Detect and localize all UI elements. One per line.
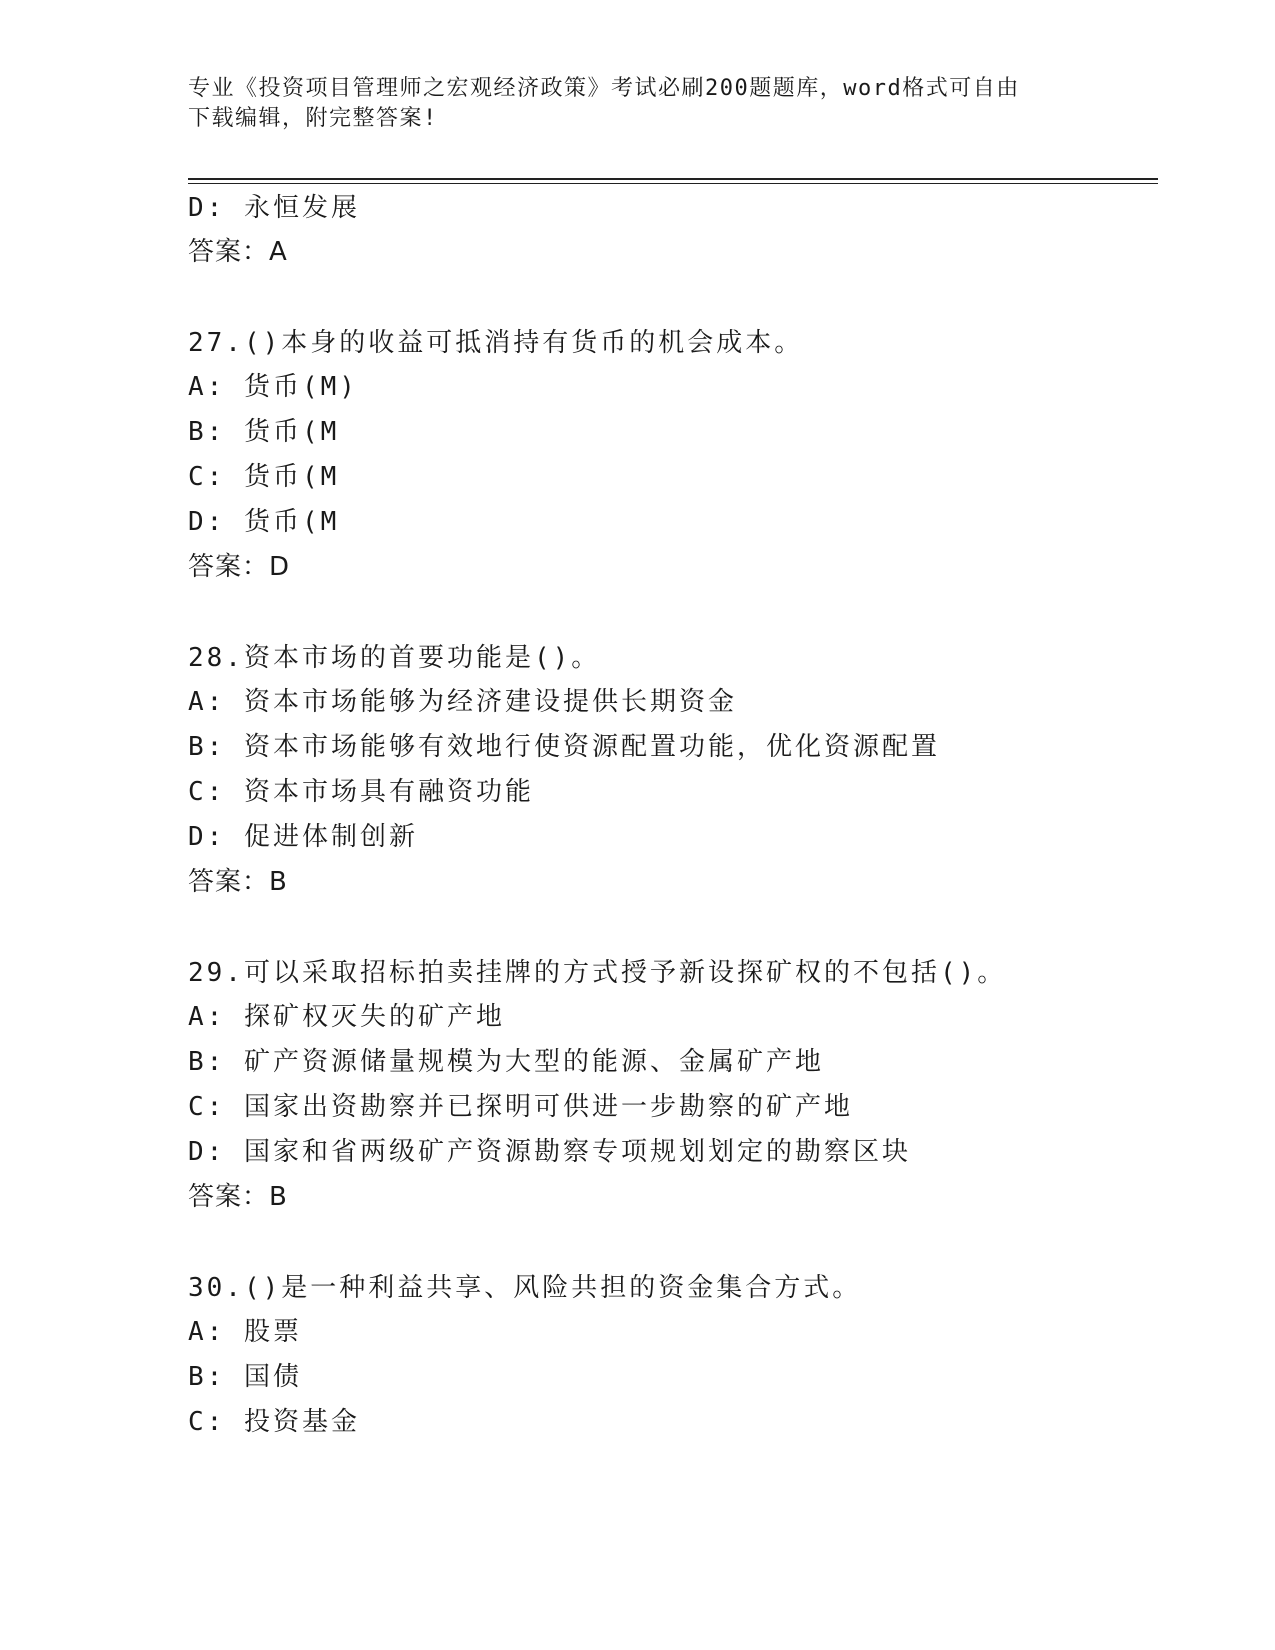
answer-line: 答案：B [188, 867, 288, 897]
question-stem: 28.资本市场的首要功能是()。 [188, 643, 601, 673]
option-a: A: 探矿权灭失的矿产地 [188, 1002, 505, 1032]
option-b: B: 资本市场能够有效地行使资源配置功能，优化资源配置 [188, 732, 940, 762]
option-d: D: 货币(M [188, 507, 340, 537]
option-c: C: 资本市场具有融资功能 [188, 777, 534, 807]
option-d: D: 永恒发展 [188, 193, 360, 223]
option-c: C: 货币(M [188, 462, 340, 492]
header-divider-thick [188, 178, 1158, 180]
option-c: C: 国家出资勘察并已探明可供进一步勘察的矿产地 [188, 1092, 853, 1122]
option-b: B: 货币(M [188, 417, 340, 447]
option-d: D: 促进体制创新 [188, 822, 418, 852]
question-stem: 30.()是一种利益共享、风险共担的资金集合方式。 [188, 1273, 862, 1303]
answer-line: 答案：D [188, 552, 291, 582]
header-line-1: 专业《投资项目管理师之宏观经济政策》考试必刷200题题库，word格式可自由 [188, 76, 1020, 101]
answer-line: 答案：B [188, 1182, 288, 1212]
header-line-2: 下载编辑，附完整答案! [188, 106, 438, 131]
question-stem: 29.可以采取招标拍卖挂牌的方式授予新设探矿权的不包括()。 [188, 958, 1007, 988]
option-b: B: 矿产资源储量规模为大型的能源、金属矿产地 [188, 1047, 824, 1077]
option-a: A: 股票 [188, 1317, 302, 1347]
option-b: B: 国债 [188, 1362, 302, 1392]
option-c: C: 投资基金 [188, 1407, 360, 1437]
option-a: A: 资本市场能够为经济建设提供长期资金 [188, 687, 737, 717]
answer-line: 答案：A [188, 237, 288, 267]
page-header [188, 74, 1088, 134]
option-a: A: 货币(M) [188, 372, 358, 402]
option-d: D: 国家和省两级矿产资源勘察专项规划划定的勘察区块 [188, 1137, 911, 1167]
question-stem: 27.()本身的收益可抵消持有货币的机会成本。 [188, 328, 804, 358]
header-divider-thin [188, 183, 1158, 184]
